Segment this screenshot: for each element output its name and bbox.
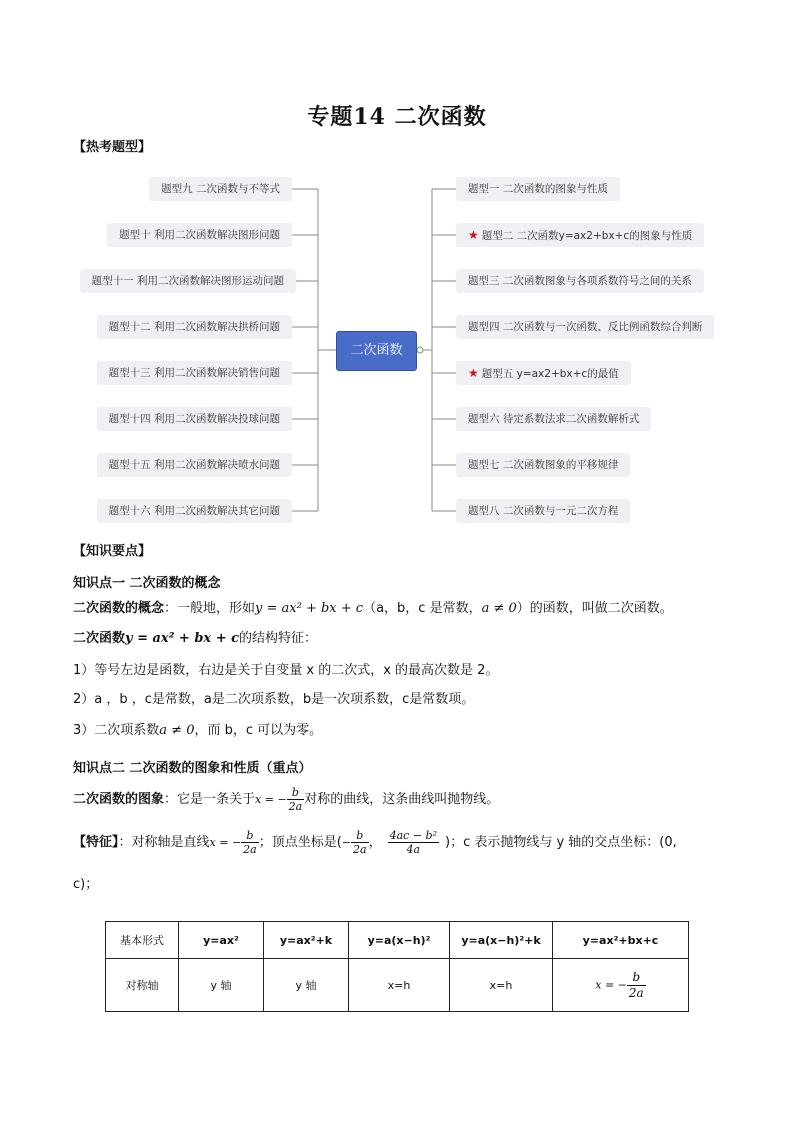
mindmap — [60, 170, 750, 530]
table-header-cell: y=ax²+bx+c — [553, 922, 689, 959]
axis-expr: x = − — [595, 978, 627, 991]
kp1-item-3 — [73, 719, 322, 738]
table-header-cell: y=a(x−h)²+k — [450, 922, 553, 959]
table-cell: y 轴 — [179, 959, 264, 1012]
table-row-label: 对称轴 — [106, 959, 179, 1012]
fraction-b-over-2a — [627, 970, 646, 1001]
table-cell: x=h — [450, 959, 553, 1012]
mindmap-node-right[interactable] — [456, 177, 620, 201]
frac-den: 2a — [288, 800, 303, 813]
frac-den: 4a — [406, 843, 421, 856]
mindmap-node-left[interactable]: 题型十五 利用二次函数解决喷水问题 — [97, 453, 292, 477]
kp1-title: 知识点一 二次函数的概念 — [73, 576, 221, 591]
fraction-b-over-2a — [287, 786, 305, 813]
mindmap-node-left[interactable]: 题型十一 利用二次函数解决图形运动问题 — [80, 269, 296, 293]
mindmap-node-left[interactable]: 题型十六 利用二次函数解决其它问题 — [97, 499, 292, 523]
feature-text-d: )；c 表示抛物线与 y 轴的交点坐标：(0, — [445, 835, 677, 850]
mindmap-node-right[interactable] — [456, 223, 704, 247]
kp1-structure — [73, 627, 317, 646]
kp2-image-text-b: 对称的曲线，这条曲线叫抛物线。 — [304, 792, 500, 807]
collapse-toggle-dot[interactable] — [417, 347, 423, 353]
node-label: 题型一 二次函数的图象与性质 — [468, 183, 608, 195]
mindmap-node-left[interactable]: 题型九 二次函数与不等式 — [149, 177, 292, 201]
frac-num: b — [627, 970, 646, 986]
page-title: 专题14 二次函数 — [307, 104, 487, 130]
kp2-title: 知识点二 二次函数的图象和性质（重点） — [73, 761, 312, 776]
neg-sign: − — [341, 836, 352, 849]
frac-den: 2a — [243, 843, 257, 856]
kp1-struct-lead: 二次函数 — [73, 631, 126, 646]
kp1-item-3-cond: a ≠ 0 — [159, 723, 195, 738]
kp1-struct-formula: y = ax² + bx + c — [125, 631, 240, 646]
kp1-item-3-a: 3）二次项系数 — [73, 723, 160, 738]
mindmap-node-right[interactable] — [456, 361, 631, 385]
mindmap-node-right[interactable] — [456, 269, 704, 293]
table-cell: x=h — [349, 959, 450, 1012]
mindmap-node-right[interactable] — [456, 315, 714, 339]
mindmap-node-right[interactable] — [456, 453, 630, 477]
node-label: 题型五 y=ax2+bx+c的最值 — [481, 368, 619, 380]
kp2-image-lead: 二次函数的图象 — [73, 792, 165, 807]
frac-num: b — [287, 786, 305, 800]
mindmap-node-right[interactable] — [456, 499, 630, 523]
kp1-def-condition: a ≠ 0 — [481, 601, 517, 616]
mindmap-center-node[interactable]: 二次函数 — [336, 331, 417, 371]
axis-expr-lead: x = − — [255, 793, 287, 806]
axis-expr: x = − — [209, 836, 242, 849]
vertex-x-fraction — [351, 829, 369, 856]
feature-text-b: ；顶点坐标是( — [258, 835, 342, 850]
fraction-b-over-2a — [241, 829, 259, 856]
feature-text-c: ， — [368, 835, 382, 850]
feature-text-a: ：对称轴是直线 — [118, 835, 210, 850]
feature-line — [73, 825, 677, 861]
node-label: 题型八 二次函数与一元二次方程 — [468, 505, 619, 517]
table-header-cell: y=ax²+k — [264, 922, 349, 959]
node-label: 题型六 待定系数法求二次函数解析式 — [468, 413, 640, 425]
kp1-def-text-a: ：一般地，形如 — [164, 601, 256, 616]
frac-den: 2a — [353, 843, 367, 856]
kp1-item-2: 2）a ，b ，c是常数，a是二次项系数，b是一次项系数，c是常数项。 — [73, 692, 475, 707]
kp2-image-text-a: ：它是一条关于 — [164, 792, 256, 807]
kp1-item-1: 1）等号左边是函数，右边是关于自变量 x 的二次式，x 的最高次数是 2。 — [73, 663, 499, 678]
table-header-cell: y=a(x−h)² — [349, 922, 450, 959]
table-row — [106, 959, 689, 1012]
kp1-definition — [73, 597, 673, 616]
kp1-def-text-c: ）的函数，叫做二次函数。 — [516, 601, 673, 616]
kp1-item-3-b: ，而 b，c 可以为零。 — [194, 723, 323, 738]
vertex-y-fraction — [388, 829, 439, 856]
mindmap-node-right[interactable] — [456, 407, 651, 431]
kp1-def-lead: 二次函数的概念 — [73, 601, 165, 616]
forms-table — [105, 921, 689, 1012]
kp1-def-formula: y = ax² + bx + c — [255, 601, 364, 616]
feature-line-cont: c)； — [73, 877, 99, 892]
star-icon: ★ — [468, 228, 479, 242]
mindmap-node-left[interactable]: 题型十三 利用二次函数解决销售问题 — [97, 361, 292, 385]
frac-den: 2a — [628, 985, 644, 1000]
frac-num: 4ac − b² — [389, 829, 437, 842]
kp1-def-text-b: （a，b，c 是常数， — [363, 601, 482, 616]
node-label: 题型三 二次函数图象与各项系数符号之间的关系 — [468, 275, 692, 287]
knowledge-section-label: 【知识要点】 — [73, 544, 152, 559]
node-label: 题型四 二次函数与一次函数、反比例函数综合判断 — [468, 321, 703, 333]
mindmap-node-left[interactable]: 题型十 利用二次函数解决图形问题 — [107, 223, 292, 247]
hot-section-label: 【热考题型】 — [73, 140, 152, 155]
table-cell-axis-formula — [553, 959, 689, 1012]
table-header-cell: 基本形式 — [106, 922, 179, 959]
feature-lead: 【特征】 — [73, 835, 119, 850]
mindmap-node-left[interactable]: 题型十二 利用二次函数解决拱桥问题 — [97, 315, 292, 339]
kp2-image-line — [73, 782, 499, 818]
node-label: 题型二 二次函数y=ax2+bx+c的图象与性质 — [481, 230, 693, 242]
kp1-struct-tail: 的结构特征： — [239, 631, 318, 646]
star-icon: ★ — [468, 366, 479, 380]
table-header-row — [106, 922, 689, 959]
frac-num: b — [241, 829, 259, 843]
mindmap-node-left[interactable]: 题型十四 利用二次函数解决投球问题 — [97, 407, 292, 431]
node-label: 题型七 二次函数图象的平移规律 — [468, 459, 619, 471]
frac-num: b — [351, 829, 369, 843]
table-cell: y 轴 — [264, 959, 349, 1012]
table-header-cell: y=ax² — [179, 922, 264, 959]
